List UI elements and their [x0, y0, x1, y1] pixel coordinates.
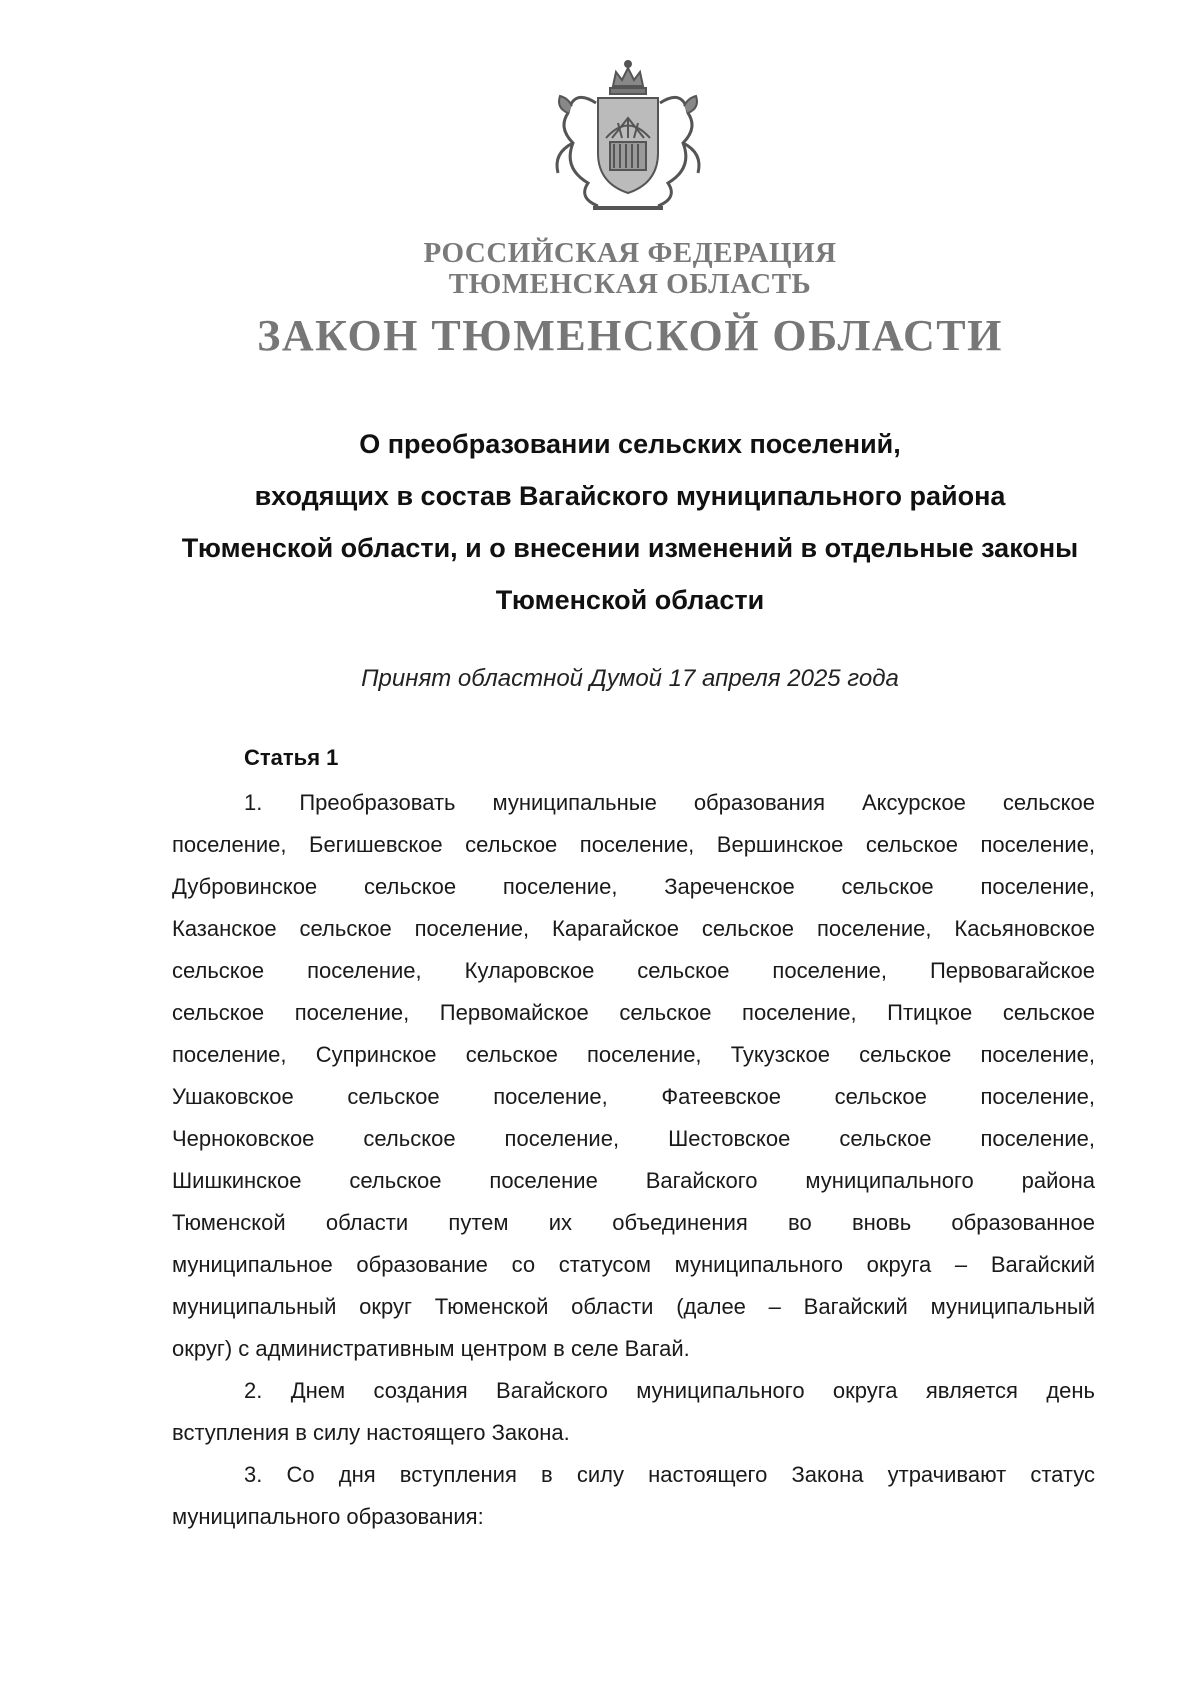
body-line: 3. Со дня вступления в силу настоящего Закона утрачивают статус: [244, 1462, 1095, 1487]
title-line: Тюменской области: [495, 585, 765, 615]
body-line: Шишкинское сельское поселение Вагайского муниципального района: [172, 1168, 1095, 1193]
body-line: Тюменской области путем их объединения во вновь образованное: [172, 1210, 1095, 1235]
body-line: поселение, Супринское сельское поселение, Тукузское сельское поселение,: [172, 1042, 1095, 1067]
title-line: Тюменской области, и о внесении изменений в отдельные законы: [181, 533, 1079, 563]
title-line: О преобразовании сельских поселений,: [359, 429, 901, 459]
body-line: округ) с административным центром в селе Вагай.: [172, 1336, 690, 1361]
coat-of-arms-icon: [538, 58, 718, 218]
document-title: [120, 418, 1140, 626]
body-line: муниципальное образование со статусом муниципального округа – Вагайский: [172, 1252, 1095, 1277]
body-line: муниципальный округ Тюменской области (далее – Вагайский муниципальный: [172, 1294, 1095, 1319]
body-line: Казанское сельское поселение, Карагайское сельское поселение, Касьяновское: [172, 916, 1095, 941]
body-line: сельское поселение, Куларовское сельское поселение, Первовагайское: [172, 958, 1095, 983]
body-line: сельское поселение, Первомайское сельское поселение, Птицкое сельское: [172, 1000, 1095, 1025]
header-country: РОССИЙСКАЯ ФЕДЕРАЦИЯ: [423, 237, 837, 269]
body-line: вступления в силу настоящего Закона.: [172, 1420, 570, 1445]
body-line: 2. Днем создания Вагайского муниципального округа является день: [244, 1378, 1095, 1403]
title-line: входящих в состав Вагайского муниципального района: [254, 481, 1006, 511]
header-region: ТЮМЕНСКАЯ ОБЛАСТЬ: [448, 268, 812, 300]
header-law-type: ЗАКОН ТЮМЕНСКОЙ ОБЛАСТИ: [257, 311, 1003, 360]
body-line: Дубровинское сельское поселение, Зареченское сельское поселение,: [172, 874, 1095, 899]
body-line: Черноковское сельское поселение, Шестовское сельское поселение,: [172, 1126, 1095, 1151]
body-line: поселение, Бегишевское сельское поселение, Вершинское сельское поселение,: [172, 832, 1095, 857]
body-line: 1. Преобразовать муниципальные образования Аксурское сельское: [244, 790, 1095, 815]
body-line: муниципального образования:: [172, 1504, 484, 1529]
body-line: Ушаковское сельское поселение, Фатеевское сельское поселение,: [172, 1084, 1095, 1109]
article-heading: Статья 1: [244, 745, 339, 770]
adoption-note: Принят областной Думой 17 апреля 2025 года: [361, 665, 899, 692]
article-body: [172, 782, 1095, 1538]
